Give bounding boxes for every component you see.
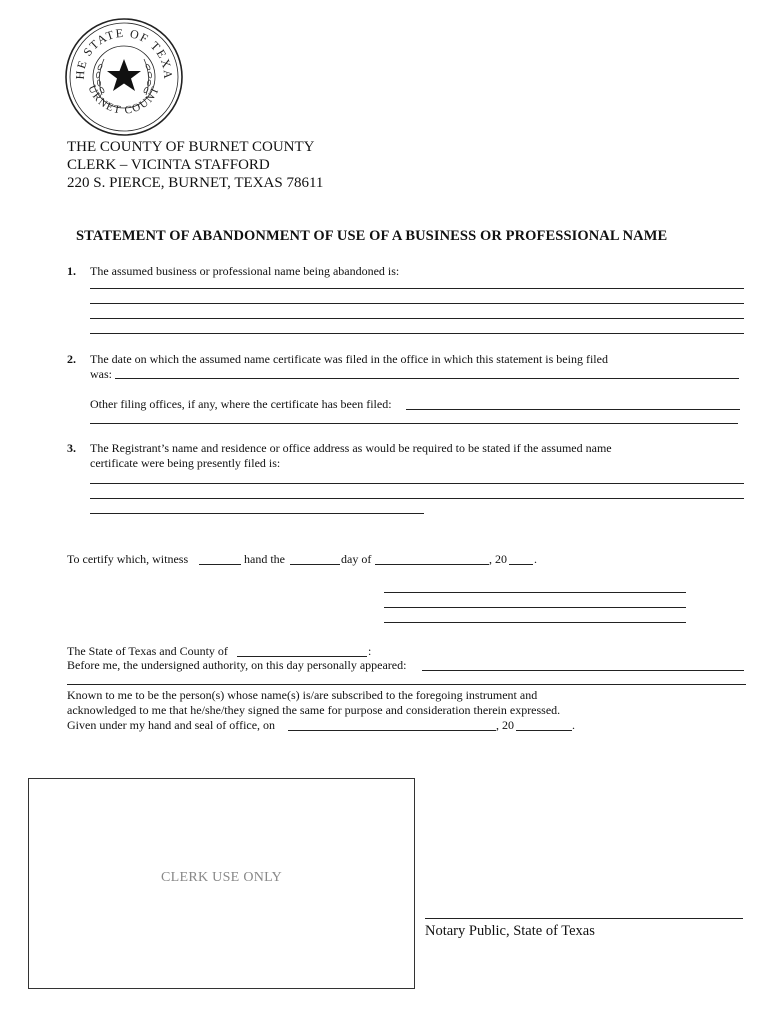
notary-signature-label: Notary Public, State of Texas	[425, 923, 595, 939]
known-text-1: Known to me to be the person(s) whose name(s) is/are subscribed to the foregoing instrument and	[67, 688, 538, 702]
certify-text-1: To certify which, witness	[67, 552, 189, 566]
notary-signature-line[interactable]	[425, 918, 743, 919]
item-1-field-line-3[interactable]	[90, 318, 744, 319]
registrant-signature-line-1[interactable]	[384, 592, 686, 593]
item-3-text-line-1: The Registrant’s name and residence or office address as would be required to be stated if the assumed name	[90, 441, 612, 455]
item-2-other-offices-label: Other filing offices, if any, where the certificate has been filed:	[90, 397, 392, 411]
item-3-text-line-2: certificate were being presently filed is:	[90, 456, 281, 470]
given-end: .	[572, 718, 575, 732]
certify-text-2: hand the	[244, 552, 285, 566]
clerk-use-label: CLERK USE ONLY	[160, 870, 283, 885]
given-year-field[interactable]	[516, 730, 572, 731]
certify-text-4: , 20	[489, 552, 507, 566]
given-date-field[interactable]	[288, 730, 496, 731]
before-me-label: Before me, the undersigned authority, on this day personally appeared:	[67, 658, 407, 672]
header-line-3: 220 S. PIERCE, BURNET, TEXAS 78611	[67, 175, 324, 191]
item-2-filed-date-field[interactable]	[115, 378, 739, 379]
item-1-field-line-4[interactable]	[90, 333, 744, 334]
certify-text-3: day of	[341, 552, 372, 566]
item-3-field-line-2[interactable]	[90, 498, 744, 499]
appeared-field-2[interactable]	[67, 684, 746, 685]
header-line-1: THE COUNTY OF BURNET COUNTY	[67, 139, 315, 155]
item-2-text-line-2: was:	[90, 367, 112, 381]
given-year-label: , 20	[496, 718, 514, 732]
known-text-2: acknowledged to me that he/she/they signed the same for purpose and consideration therein expressed.	[67, 703, 561, 717]
given-label: Given under my hand and seal of office, on	[67, 718, 276, 732]
item-2-other-offices-field-2[interactable]	[90, 423, 738, 424]
witness-field[interactable]	[199, 564, 241, 565]
year-field[interactable]	[509, 564, 533, 565]
star-icon	[107, 59, 141, 91]
registrant-signature-line-2[interactable]	[384, 607, 686, 608]
seal-text-top: HE STATE OF TEXA	[72, 25, 176, 81]
item-1-number: 1.	[67, 264, 76, 278]
registrant-signature-line-3[interactable]	[384, 622, 686, 623]
clerk-use-box	[28, 778, 415, 989]
item-2-other-offices-field-1[interactable]	[406, 409, 740, 410]
certify-text-5: .	[534, 552, 537, 566]
appeared-field-1[interactable]	[422, 670, 744, 671]
item-1-text: The assumed business or professional name being abandoned is:	[90, 264, 400, 278]
seal-graphic	[62, 15, 186, 139]
document-title: STATEMENT OF ABANDONMENT OF USE OF A BUSINESS OR PROFESSIONAL NAME	[76, 228, 668, 244]
item-1-field-line-2[interactable]	[90, 303, 744, 304]
item-3-field-line-1[interactable]	[90, 483, 744, 484]
day-field[interactable]	[290, 564, 340, 565]
item-2-text-line-1: The date on which the assumed name certificate was filed in the office in which this statement is being filed	[90, 352, 608, 366]
item-2-number: 2.	[67, 352, 76, 366]
state-county-colon: :	[368, 644, 372, 658]
county-field[interactable]	[237, 656, 367, 657]
county-seal	[62, 15, 186, 139]
item-3-number: 3.	[67, 441, 76, 455]
month-field[interactable]	[375, 564, 489, 565]
item-3-field-line-3[interactable]	[90, 513, 424, 514]
seal-text-bottom: URNET COUNT	[85, 83, 163, 117]
header-line-2: CLERK – VICINTA STAFFORD	[67, 157, 270, 173]
state-county-label: The State of Texas and County of	[67, 644, 228, 658]
item-1-field-line-1[interactable]	[90, 288, 744, 289]
